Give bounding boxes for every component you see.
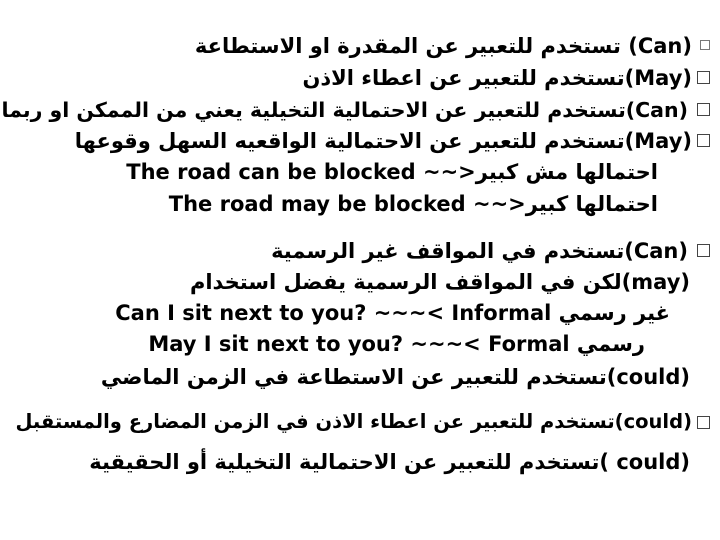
text-line-4: (May)تستخدم للتعبير عن الاحتمالية الواقعيه السهل وقوعها (74, 129, 692, 153)
text-line-6: The road may be blocked ~~>احتمالها كبير (168, 192, 658, 216)
text-line-1: (Can) تستخدم للتعبير عن المقدرة او الاستطاعة (194, 34, 692, 58)
text-line-5: The road can be blocked ~~>احتمالها مش كبير (126, 160, 658, 184)
bullet-icon (700, 40, 710, 50)
text-line-2: (May)تستخدم للتعبير عن اعطاء الاذن (302, 66, 692, 90)
bullet-icon (697, 103, 710, 116)
bullet-icon (697, 71, 710, 84)
bullet-icon (697, 244, 710, 257)
text-line-7: (Can)تستخدم في المواقف غير الرسمية (271, 239, 688, 263)
bullet-icon (697, 416, 710, 429)
text-line-13: (could )تستخدم للتعبير عن الاحتمالية التخيلية أو الحقيقية (89, 450, 690, 474)
text-line-11: (could)تستخدم للتعبير عن الاستطاعة في الزمن الماضي (100, 365, 690, 389)
text-line-9: Can I sit next to you? ~~~< Informal غير رسمي (115, 301, 670, 325)
text-line-10: May I sit next to you? ~~~< Formal رسمي (148, 332, 645, 356)
bullet-icon (697, 134, 710, 147)
text-line-3: (Can)تستخدم للتعبير عن الاحتمالية التخيلية يعني من الممكن او ربما (1, 98, 688, 122)
text-line-8: (may)لكن في المواقف الرسمية يفضل استخدام (189, 270, 690, 294)
text-line-12: (could)تستخدم للتعبير عن اعطاء الاذن في الزمن المضارع والمستقبل (15, 410, 692, 433)
